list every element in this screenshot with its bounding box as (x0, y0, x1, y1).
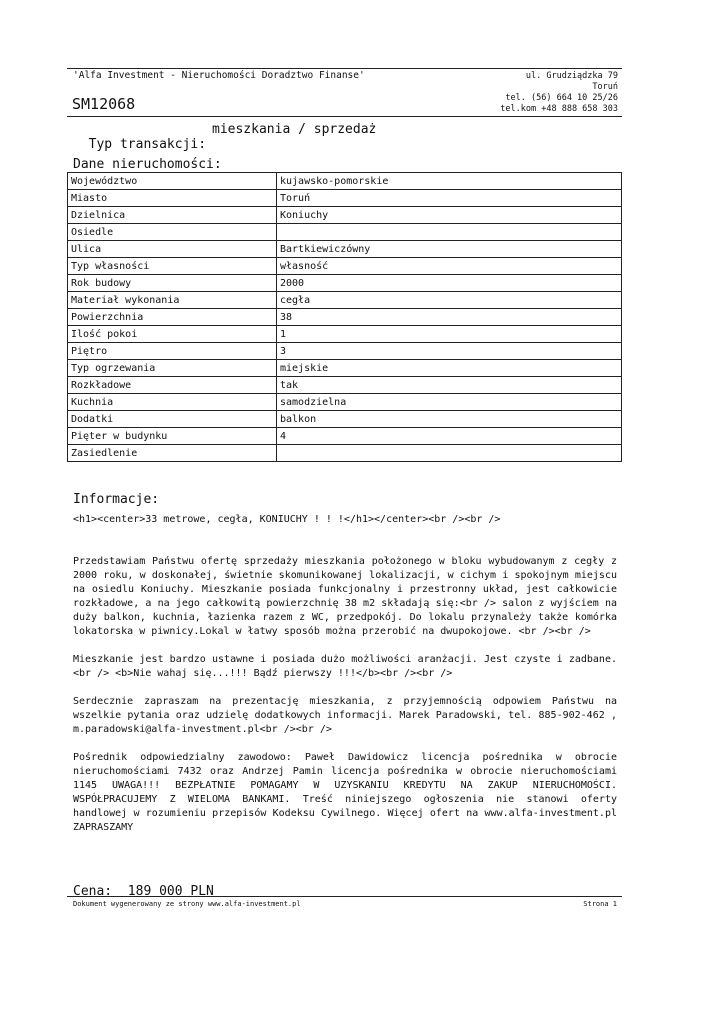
property-key: Typ własności (68, 258, 277, 275)
property-key: Pięter w budynku (68, 428, 277, 445)
property-value: 38 (277, 309, 622, 326)
description-paragraph: <h1><center>33 metrowe, cegła, KONIUCHY ! ! !</h1></center><br /><br /> (73, 514, 501, 525)
price: Cena: 189 000 PLN (73, 884, 214, 899)
property-row (68, 224, 622, 241)
page-number: Strona 1 (583, 900, 617, 908)
property-value (277, 445, 622, 462)
property-key: Ulica (68, 241, 277, 258)
property-key: Kuchnia (68, 394, 277, 411)
property-row (68, 258, 622, 275)
description-paragraph: Serdecznie zapraszam na prezentację mieszkania, z przyjemnością odpowiem Państwu na wszelkie pytania oraz udzielę dodatkowych informacji. Marek Paradowski, tel. 885-902-462 , m.paradowski@alfa-investment.pl<br /><br /> (73, 696, 617, 735)
property-key: Województwo (68, 173, 277, 190)
description-paragraph: Mieszkanie jest bardzo ustawne i posiada dużo możliwości aranżacji. Jest czyste i zadbane.<br /> <b>Nie wahaj się...!!! Bądź pierwszy !!!</b><br /><br /> (73, 654, 617, 679)
property-row (68, 309, 622, 326)
property-key: Ilość pokoi (68, 326, 277, 343)
description-paragraph: Pośrednik odpowiedzialny zawodowo: Paweł Dawidowicz licencja pośrednika w obrocie nieruchomościami 7432 oraz Andrzej Pamin licencja pośrednika w obrocie nieruchomościami 1145 UWAGA!!! BEZPŁATNIE POMAGAMY W UZYSKANIU KREDYTU NA ZAKUP NIERUCHOMOŚCI. WSPÓŁPRACUJEMY Z WIELOMA BANKAMI. Treść niniejszego ogłoszenia nie stanowi oferty handlowej w rozumieniu przepisów Kodeksu Cywilnego. Więcej ofert na www.alfa-investment.pl ZAPRASZAMY (73, 752, 617, 833)
property-row (68, 343, 622, 360)
description (73, 513, 617, 849)
property-value: 4 (277, 428, 622, 445)
property-key: Rok budowy (68, 275, 277, 292)
property-row (68, 428, 622, 445)
property-table (67, 172, 622, 462)
property-value: 1 (277, 326, 622, 343)
property-value: miejskie (277, 360, 622, 377)
property-value: balkon (277, 411, 622, 428)
property-value: Koniuchy (277, 207, 622, 224)
address-line: tel.kom +48 888 658 303 (500, 104, 618, 114)
property-row (68, 394, 622, 411)
property-key: Osiedle (68, 224, 277, 241)
property-key: Dodatki (68, 411, 277, 428)
property-value: cegła (277, 292, 622, 309)
property-row (68, 241, 622, 258)
transaction-label: Typ transakcji: (88, 137, 207, 152)
address-line: ul. Grudziądzka 79 (525, 71, 618, 81)
property-row (68, 207, 622, 224)
property-key: Zasiedlenie (68, 445, 277, 462)
property-row (68, 377, 622, 394)
property-value: własność (277, 258, 622, 275)
property-row (68, 326, 622, 343)
property-key: Typ ogrzewania (68, 360, 277, 377)
property-section-title: Dane nieruchomości: (73, 157, 222, 172)
property-value: kujawsko-pomorskie (277, 173, 622, 190)
property-key: Powierzchnia (68, 309, 277, 326)
property-row (68, 173, 622, 190)
description-paragraph: Przedstawiam Państwu ofertę sprzedaży mieszkania położonego w bloku wybudowanym z cegły z 2000 roku, w doskonałej, świetnie skomunikowanej lokalizacji, w cichym i spokojnym miejscu na osiedlu Koniuchy. Mieszkanie posiada funkcjonalny i przestronny układ, jest całkowicie rozkładowe, a na jego całkowitą powierzchnię 38 m2 składają się:<br /> salon z wyjściem na duży balkon, kuchnia, łazienka razem z WC, przedpokój. Do lokalu przynależy także komórka lokatorska w piwnicy.Lokal w łatwy sposób można przerobić na dwupokojowe. <br /><br /> (73, 556, 617, 637)
property-key: Rozkładowe (68, 377, 277, 394)
footer-source: Dokument wygenerowany ze strony www.alfa-investment.pl (73, 900, 301, 908)
header-bottom-rule (67, 116, 622, 117)
property-row (68, 445, 622, 462)
property-row (68, 190, 622, 207)
address-line: Toruń (592, 82, 618, 92)
company-name: 'Alfa Investment - Nieruchomości Doradztwo Finanse' (73, 70, 365, 81)
property-row (68, 360, 622, 377)
company-address (500, 71, 618, 115)
property-key: Dzielnica (68, 207, 277, 224)
property-value: samodzielna (277, 394, 622, 411)
property-row (68, 275, 622, 292)
property-value: 2000 (277, 275, 622, 292)
property-key: Miasto (68, 190, 277, 207)
footer-rule (67, 896, 622, 897)
offer-id: SM12068 (72, 95, 136, 113)
property-value: Bartkiewiczówny (277, 241, 622, 258)
property-key: Piętro (68, 343, 277, 360)
property-value: tak (277, 377, 622, 394)
property-value: Toruń (277, 190, 622, 207)
property-row (68, 411, 622, 428)
property-value: 3 (277, 343, 622, 360)
property-value (277, 224, 622, 241)
info-section-title: Informacje: (73, 492, 160, 507)
property-row (68, 292, 622, 309)
header-top-rule (67, 68, 622, 69)
transaction-value: mieszkania / sprzedaż (212, 122, 377, 137)
property-key: Materiał wykonania (68, 292, 277, 309)
address-line: tel. (56) 664 10 25/26 (505, 93, 618, 103)
